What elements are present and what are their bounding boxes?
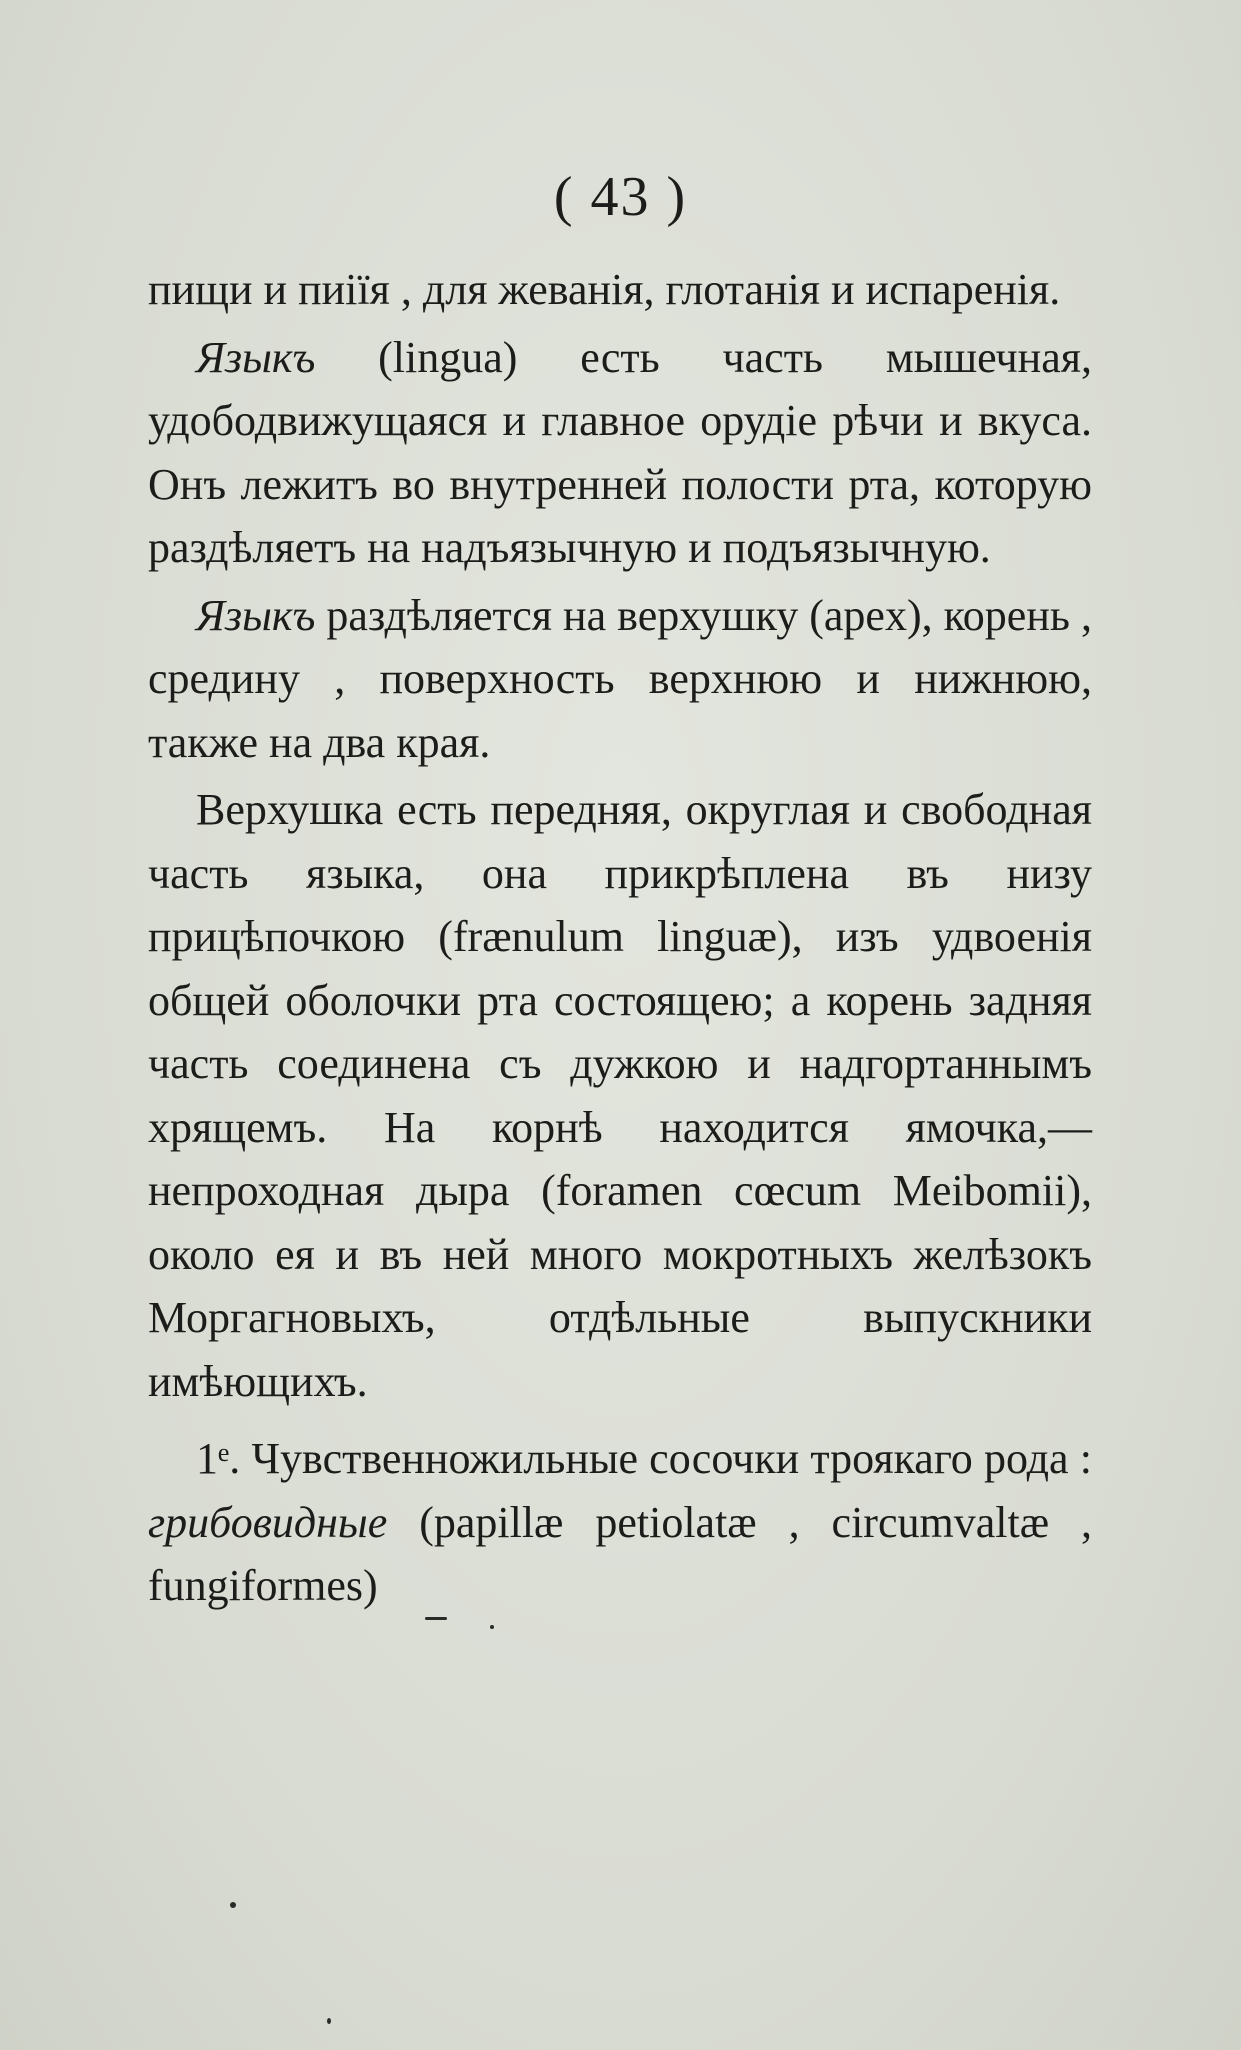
text-run: 1ᵉ. Чувственножильные сосочки троякаго рода : bbox=[196, 1434, 1092, 1483]
text-run: Верхушка есть передняя, округлая и свободная часть языка, она прикрѣплена въ низу прицѣпочкою (frænulum linguæ), изъ удвоенія общей оболочки рта состоящею; а корень задняя часть соединена съ дужкою и надгортаннымъ хрящемъ. На корнѣ находится ямочка,— непроходная дыра (foramen cœcum Meibomii), около ея и въ ней много мокротныхъ желѣзокъ Моргагновыхъ, отдѣльные выпускники имѣющихъ. bbox=[148, 785, 1092, 1406]
text-run: (lingua) есть часть мышечная, удободвижущаяся и главное орудіе рѣчи и вкуса. Онъ лежитъ во внутренней полости рта, которую раздѣляетъ на надъязычную и подъязычную. bbox=[148, 332, 1092, 572]
text-run: раздѣляется на верхушку (apex), корень , средину , поверхность верхнюю и нижнюю, также на два края. bbox=[148, 590, 1092, 767]
page-number: ( 43 ) bbox=[553, 166, 688, 228]
italic-term: грибовидные bbox=[148, 1497, 388, 1547]
paragraph-p5 bbox=[148, 1427, 1092, 1618]
text-run: (papillæ petiolatæ , circumvaltæ , fungiformes) bbox=[148, 1497, 1092, 1610]
ink-speck bbox=[425, 1617, 447, 1620]
ink-speck bbox=[490, 1625, 494, 1629]
ink-speck bbox=[327, 2018, 331, 2024]
paragraph-p3 bbox=[148, 584, 1092, 775]
italic-term: Языкъ bbox=[196, 332, 316, 382]
paragraph-p4 bbox=[148, 778, 1092, 1413]
body-text bbox=[148, 258, 1092, 1618]
text-run: пищи и пиіїя , для жеванія, глотанія и испаренія. bbox=[148, 265, 1061, 314]
paragraph-p2 bbox=[148, 326, 1092, 580]
paragraph-p1 bbox=[148, 258, 1092, 322]
italic-term: Языкъ bbox=[196, 590, 316, 640]
ink-speck bbox=[230, 1902, 236, 1908]
